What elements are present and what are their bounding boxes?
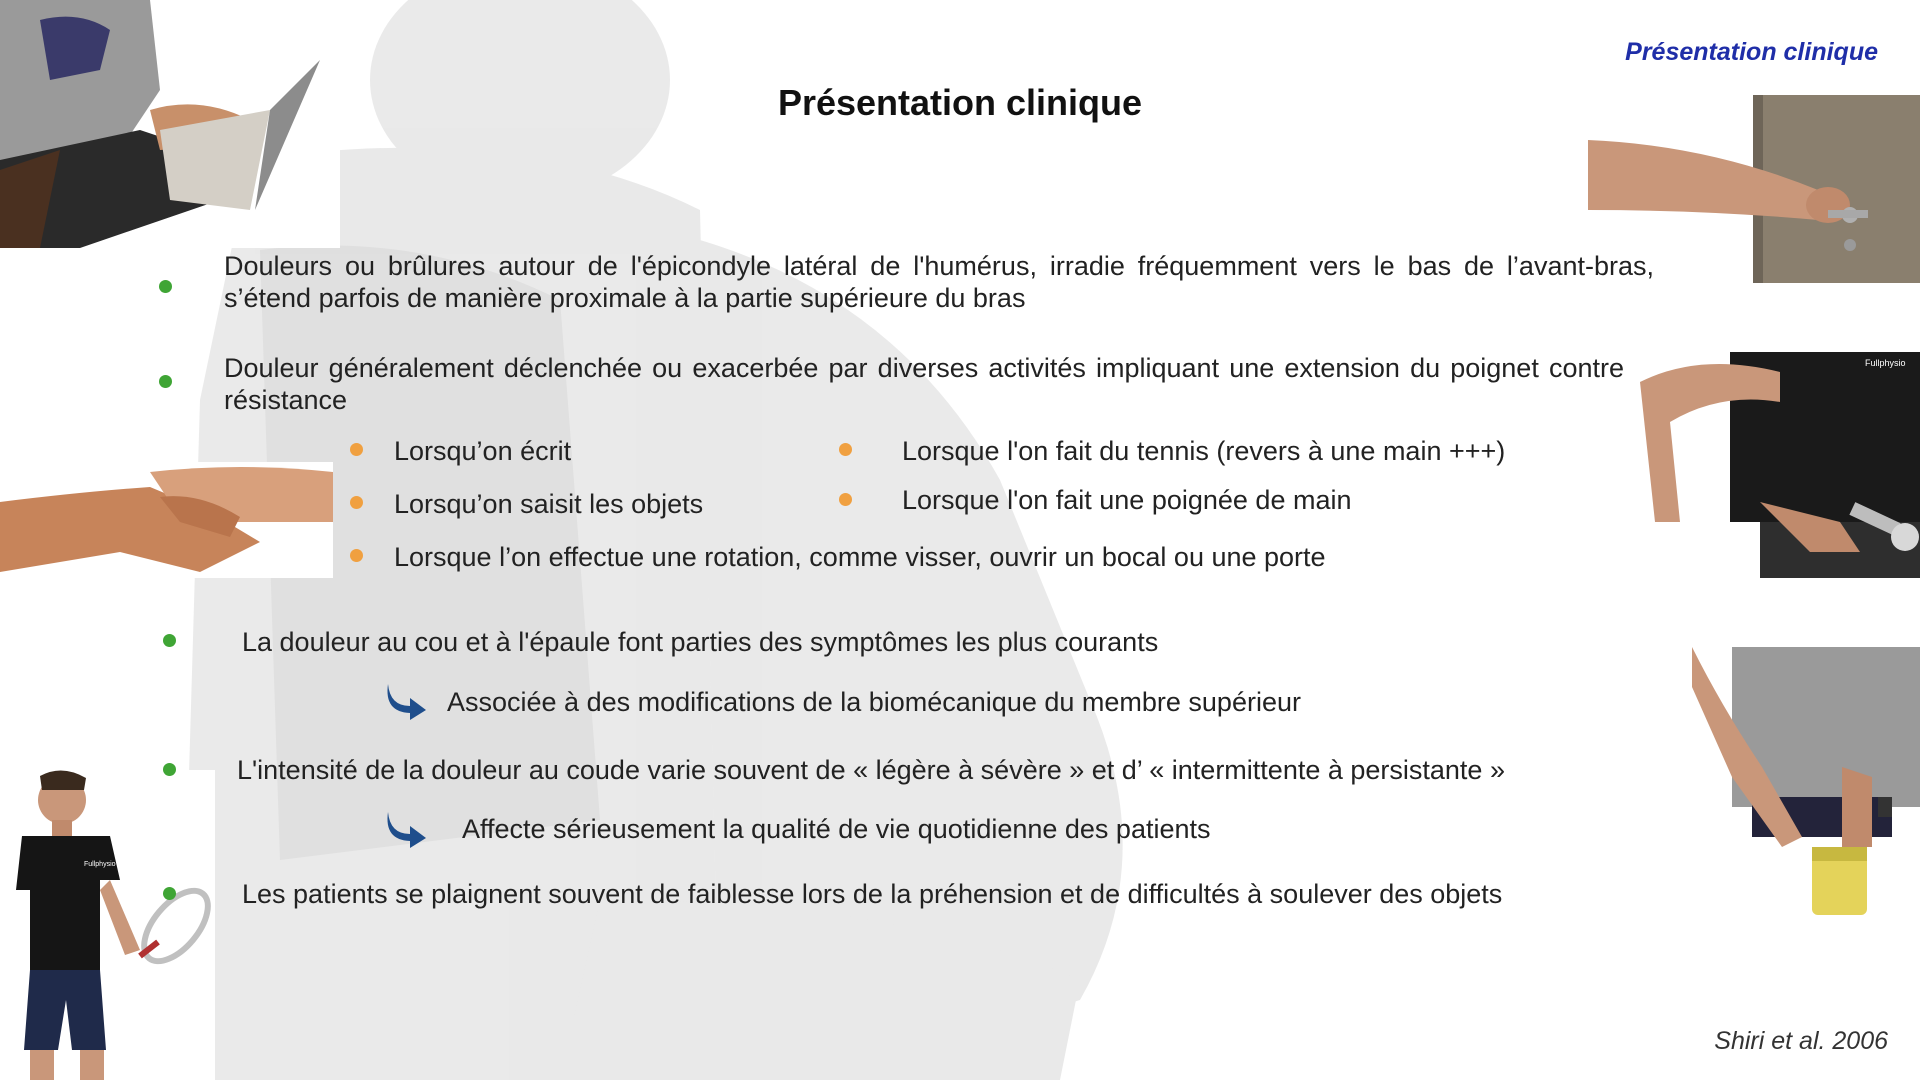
sub-bullet-text: Lorsqu’on écrit bbox=[394, 436, 572, 466]
sub-bullet-dot bbox=[350, 549, 363, 562]
svg-text:Fullphysio: Fullphysio bbox=[84, 861, 116, 868]
bullet-dot bbox=[163, 887, 176, 900]
sub-bullet-dot bbox=[350, 496, 363, 509]
curved-arrow-icon bbox=[384, 680, 430, 720]
photo-typing-laptop bbox=[0, 0, 340, 248]
bullet-text-4: L'intensité de la douleur au coude varie souvent de « légère à sévère » et d’ « intermittente à persistante » bbox=[237, 755, 1505, 785]
bullet-text-1: Douleurs ou brûlures autour de l'épicondyle latéral de l'humérus, irradie fréquemment vers le bas de l’avant-bras, s’étend parfois de manière proximale à la partie supérieure du bras bbox=[224, 251, 1654, 313]
sub-bullet-text: Lorsque l’on effectue une rotation, comme visser, ouvrir un bocal ou une porte bbox=[394, 542, 1326, 572]
sub-bullet-text: Lorsque l'on fait une poignée de main bbox=[902, 485, 1352, 515]
bullet-text-3: La douleur au cou et à l'épaule font parties des symptômes les plus courants bbox=[242, 627, 1159, 657]
arrow-text-2: Affecte sérieusement la qualité de vie quotidienne des patients bbox=[462, 814, 1211, 844]
citation: Shiri et al. 2006 bbox=[1714, 1027, 1888, 1055]
sub-bullet-dot bbox=[839, 493, 852, 506]
sub-bullet-text: Lorsqu’on saisit les objets bbox=[394, 489, 704, 519]
sub-bullet-dot bbox=[350, 443, 363, 456]
bullet-text-5: Les patients se plaignent souvent de faiblesse lors de la préhension et de difficultés à soulever des objets bbox=[242, 879, 1503, 909]
photo-handshake bbox=[0, 462, 333, 578]
page-title: Présentation clinique bbox=[777, 82, 1143, 123]
sub-bullet-text: Lorsque l'on fait du tennis (revers à une main +++) bbox=[902, 436, 1506, 466]
bullet-dot bbox=[159, 375, 172, 388]
bullet-dot bbox=[163, 634, 176, 647]
photo-screwdriver bbox=[1640, 352, 1920, 578]
photo-opening-jar bbox=[1692, 647, 1920, 915]
bullet-dot bbox=[159, 280, 172, 293]
svg-text:Fullphysio: Fullphysio bbox=[1865, 358, 1906, 368]
bullet-text-2: Douleur généralement déclenchée ou exacerbée par diverses activités impliquant une extension du poignet contre résistance bbox=[224, 353, 1624, 415]
arrow-text-1: Associée à des modifications de la biomécanique du membre supérieur bbox=[447, 687, 1301, 717]
section-label: Présentation clinique bbox=[1625, 38, 1878, 66]
bullet-dot bbox=[163, 763, 176, 776]
curved-arrow-icon bbox=[384, 808, 430, 848]
sub-bullet-dot bbox=[839, 443, 852, 456]
photo-tennis-player bbox=[0, 770, 215, 1080]
